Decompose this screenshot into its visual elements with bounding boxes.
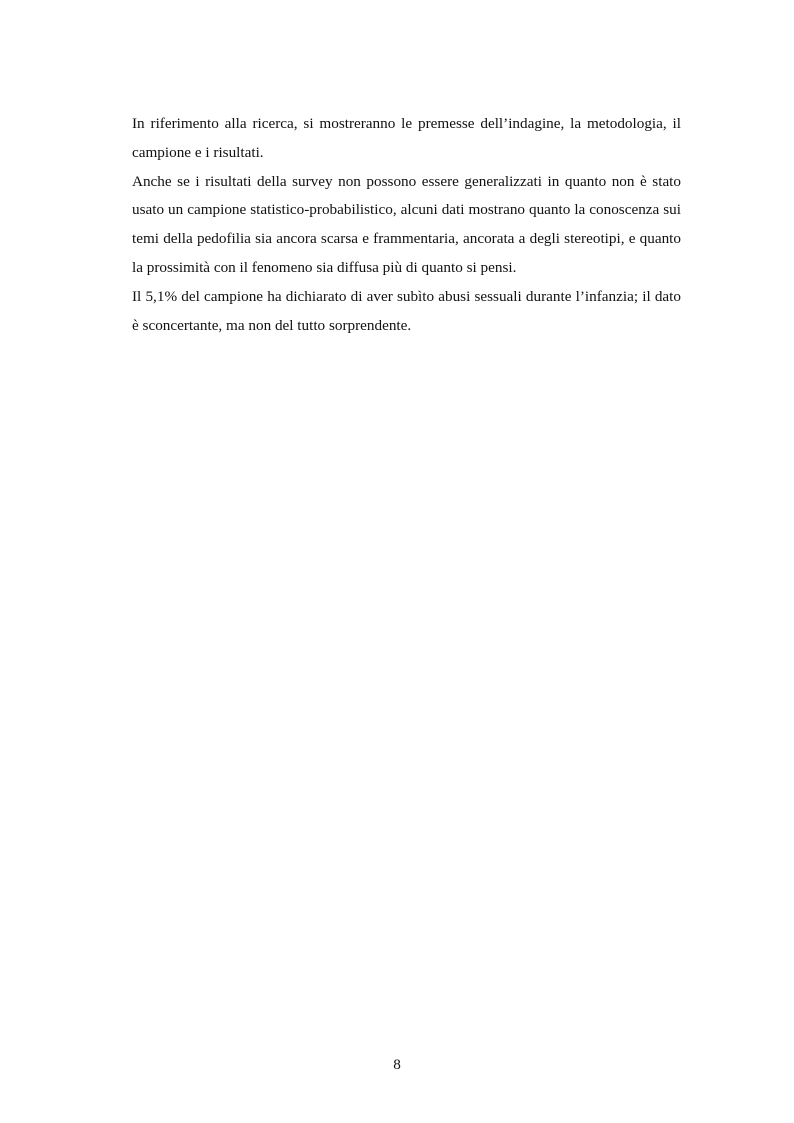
paragraph: Anche se i risultati della survey non possono essere generalizzati in quanto non è stato usato un campione statistico-probabilistico, alcuni dati mostrano quanto la conoscenza sui temi della pedofilia sia ancora scarsa e frammentaria, ancorata a degli stereotipi, e quanto la prossimità con il fenomeno sia diffusa più di quanto si pensi.	[132, 172, 681, 276]
paragraph: Il 5,1% del campione ha dichiarato di aver subìto abusi sessuali durante l’infanzia; il dato è sconcertante, ma non del tutto sorprendente.	[132, 287, 681, 334]
page-number: 8	[393, 1056, 401, 1073]
paragraph: In riferimento alla ricerca, si mostreranno le premesse dell’indagine, la metodologia, il campione e i risultati.	[132, 115, 681, 161]
body-text	[132, 110, 681, 340]
